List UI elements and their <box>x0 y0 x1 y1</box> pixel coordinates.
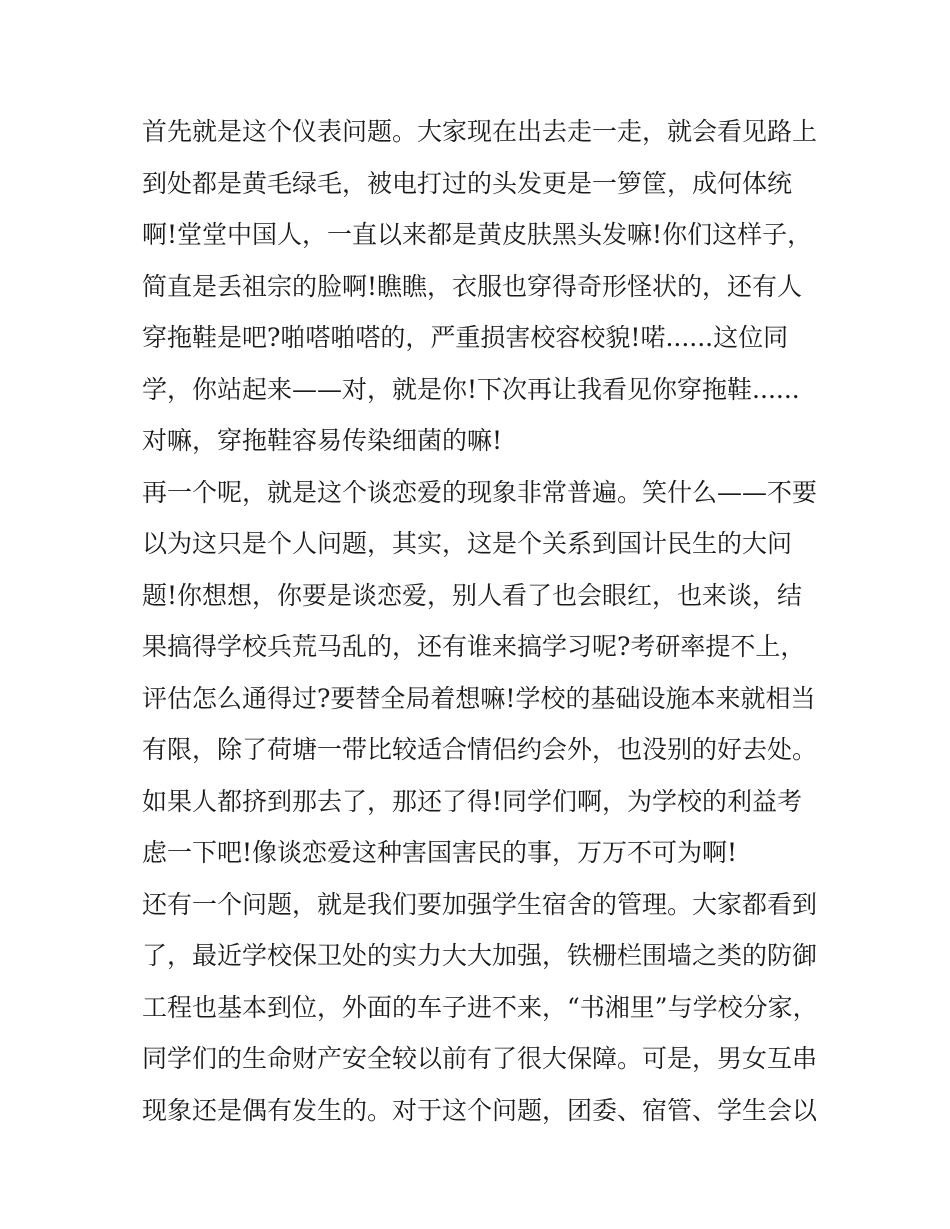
document-body <box>142 106 822 1136</box>
text-line: 首先就是这个仪表问题。大家现在出去走一走，就会看见路上 <box>142 117 818 146</box>
text-line: 简直是丢祖宗的脸啊!瞧瞧，衣服也穿得奇形怪状的，还有人 <box>142 271 803 301</box>
text-line: 工程也基本到位，外面的车子进不来，“书湘里”与学校分家， <box>142 992 818 1022</box>
text-line: 对嘛，穿拖鞋容易传染细菌的嘛! <box>142 426 503 455</box>
text-line: 如果人都挤到那去了，那还了得!同学们啊，为学校的利益考 <box>142 786 803 816</box>
text-line: 到处都是黄毛绿毛，被电打过的头发更是一箩筐，成何体统 <box>142 168 793 198</box>
text-line: 了，最近学校保卫处的实力大大加强，铁栅栏围墙之类的防御 <box>142 941 818 970</box>
text-line: 有限，除了荷塘一带比较适合情侣约会外，也没别的好去处。 <box>142 735 818 764</box>
text-line: 题!你想想，你要是谈恋爱，别人看了也会眼红，也来谈，结 <box>142 580 803 610</box>
text-line: 果搞得学校兵荒马乱的，还有谁来搞学习呢?考研率提不上， <box>142 632 806 661</box>
text-line: 学，你站起来——对，就是你!下次再让我看见你穿拖鞋...... <box>142 374 800 404</box>
text-line: 再一个呢，就是这个谈恋爱的现象非常普遍。笑什么——不要 <box>142 477 818 507</box>
text-line: 同学们的生命财产安全较以前有了很大保障。可是，男女互串 <box>142 1044 818 1073</box>
text-line: 评估怎么通得过?要替全局着想嘛!学校的基础设施本来就相当 <box>142 683 816 713</box>
text-line: 穿拖鞋是吧?啪嗒啪嗒的，严重损害校容校貌!喏......这位同 <box>142 323 789 352</box>
text-line: 以为这只是个人问题，其实，这是个关系到国计民生的大问 <box>142 529 793 558</box>
text-line: 虑一下吧!像谈恋爱这种害国害民的事，万万不可为啊! <box>142 838 738 867</box>
text-line: 还有一个问题，就是我们要加强学生宿舍的管理。大家都看到 <box>142 889 818 919</box>
text-line: 啊!堂堂中国人，一直以来都是黄皮肤黑头发嘛!你们这样子， <box>142 220 813 249</box>
text-line: 现象还是偶有发生的。对于这个问题，团委、宿管、学生会以 <box>142 1095 818 1125</box>
